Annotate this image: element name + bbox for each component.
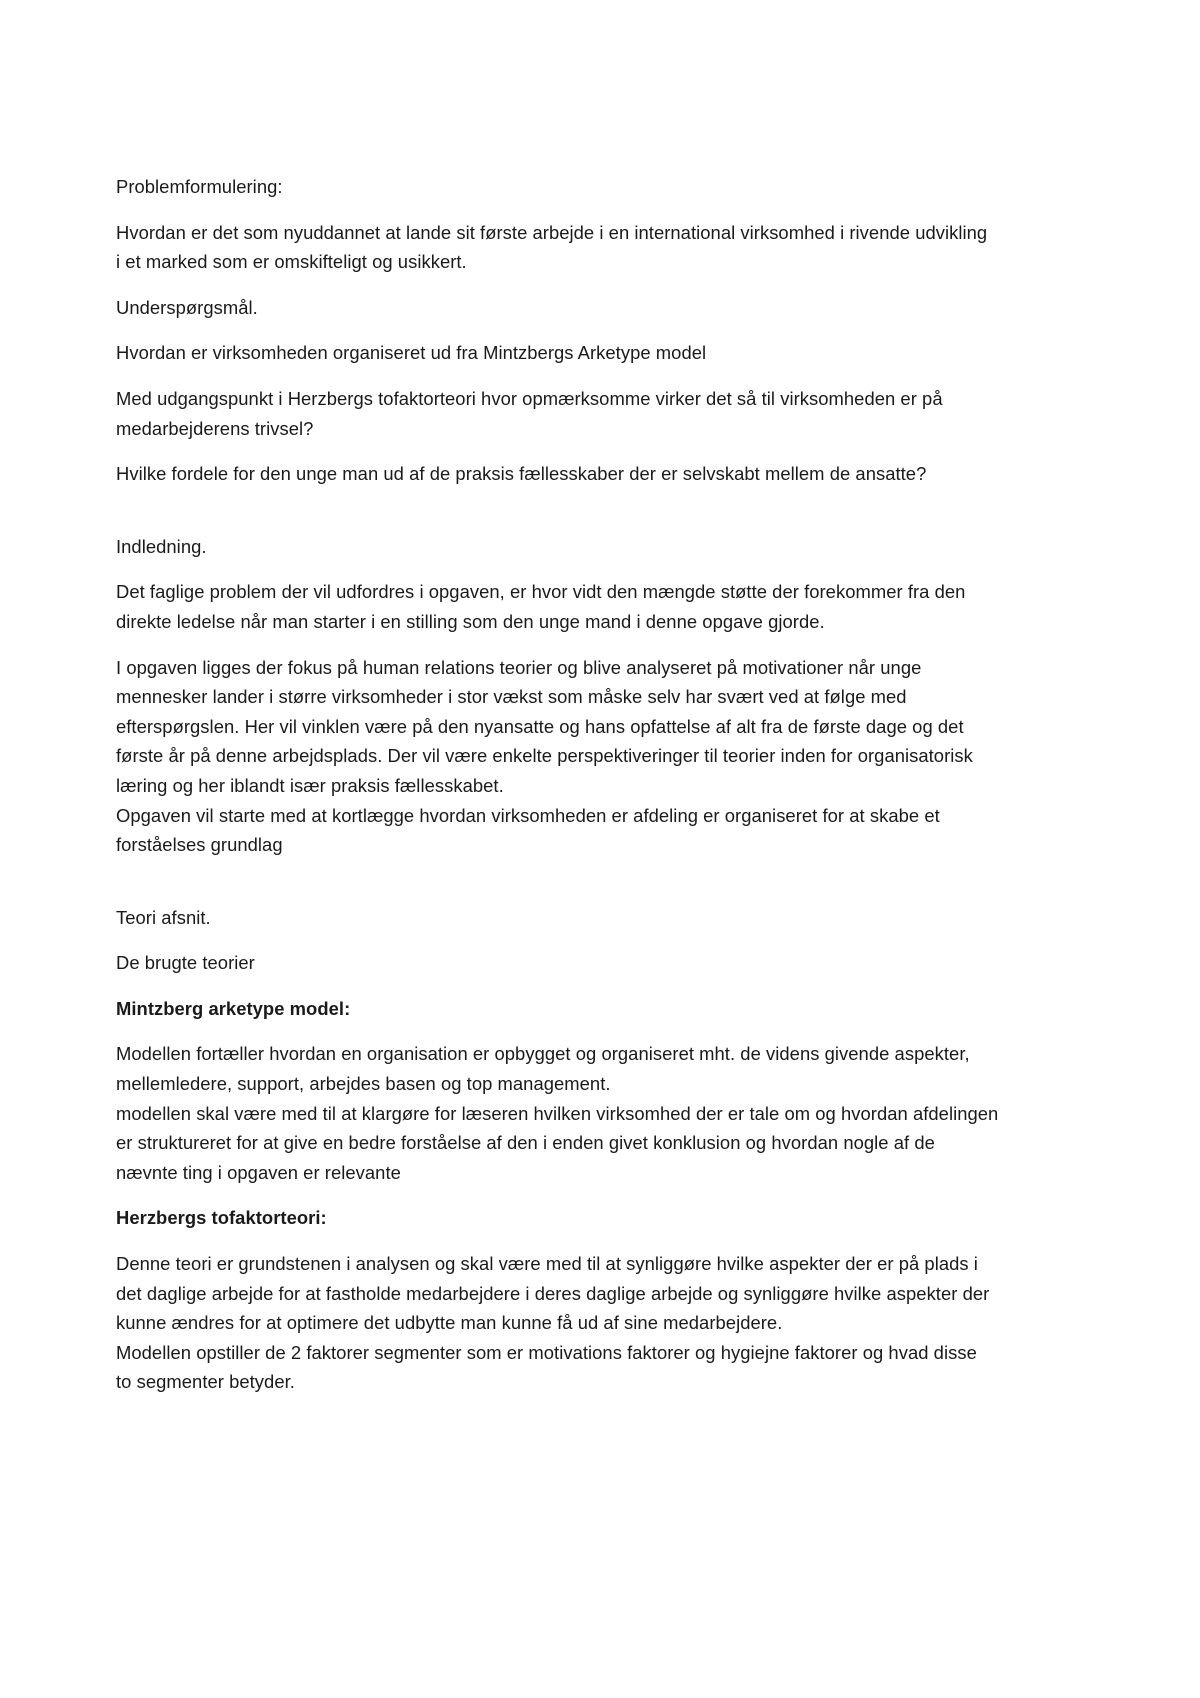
text-line: første år på denne arbejdsplads. Der vil være enkelte perspektiveringer til teorier inden for organisatorisk <box>116 745 973 767</box>
text-line: efterspørgslen. Her vil vinklen være på den nyansatte og hans opfattelse af alt fra de første dage og det <box>116 715 964 737</box>
text-line: kunne ændres for at optimere det udbytte man kunne få ud af sine medarbejdere. <box>116 1312 783 1334</box>
intro-heading: Indledning. <box>116 535 207 557</box>
subquestion-3: Hvilke fordele for den unge man ud af de praksis fællesskaber der er selvskabt mellem de ansatte? <box>116 463 927 485</box>
text-line: Med udgangspunkt i Herzbergs tofaktorteori hvor opmærksomme virker det så til virksomheden er på <box>116 387 943 409</box>
text-line: mennesker lander i større virksomheder i stor vækst som måske selv har svært ved at følge med <box>116 686 907 708</box>
subquestion-2 <box>116 384 1091 443</box>
text-line: Opgaven vil starte med at kortlægge hvordan virksomheden er afdeling er organiseret for at skabe et <box>116 804 940 826</box>
text-line: i et marked som er omskifteligt og usikkert. <box>116 251 467 273</box>
intro-paragraph-1 <box>116 577 1091 636</box>
theory-heading: Teori afsnit. <box>116 906 211 928</box>
mintzberg-title: Mintzberg arketype model: <box>116 997 351 1019</box>
document-body <box>116 172 1091 1413</box>
text-line: forståelses grundlag <box>116 834 283 856</box>
text-line: medarbejderens trivsel? <box>116 417 314 439</box>
text-line: læring og her iblandt især praksis fællesskabet. <box>116 774 504 796</box>
subquestion-1: Hvordan er virksomheden organiseret ud fra Mintzbergs Arketype model <box>116 342 707 364</box>
intro-paragraph-2 <box>116 653 1091 860</box>
text-line: Modellen opstiller de 2 faktorer segmenter som er motivations faktorer og hygiejne faktorer og hvad disse <box>116 1341 977 1363</box>
text-line: direkte ledelse når man starter i en stilling som den unge mand i denne opgave gjorde. <box>116 610 825 632</box>
text-line: Det faglige problem der vil udfordres i opgaven, er hvor vidt den mængde støtte der forekommer fra den <box>116 581 966 603</box>
text-line: det daglige arbejde for at fastholde medarbejdere i deres daglige arbejde og synliggøre hvilke aspekter der <box>116 1282 990 1304</box>
problem-heading: Problemformulering: <box>116 176 283 197</box>
herzberg-body <box>116 1249 1091 1397</box>
problem-question <box>116 218 1091 277</box>
herzberg-title: Herzbergs tofaktorteori: <box>116 1207 327 1229</box>
text-line: Modellen fortæller hvordan en organisation er opbygget og organiseret mht. de videns givende aspekter, <box>116 1043 970 1065</box>
text-line: to segmenter betyder. <box>116 1371 295 1393</box>
text-line: nævnte ting i opgaven er relevante <box>116 1161 401 1183</box>
text-line: modellen skal være med til at klargøre for læseren hvilken virksomhed der er tale om og hvordan afdelingen <box>116 1102 999 1124</box>
mintzberg-body <box>116 1039 1091 1187</box>
text-line: I opgaven ligges der fokus på human relations teorier og blive analyseret på motivationer når unge <box>116 656 922 678</box>
text-line: er struktureret for at give en bedre forståelse af den i enden givet konklusion og hvordan nogle af de <box>116 1132 935 1154</box>
theory-subheading: De brugte teorier <box>116 952 255 974</box>
subquestions-heading: Underspørgsmål. <box>116 296 258 318</box>
text-line: Denne teori er grundstenen i analysen og skal være med til at synliggøre hvilke aspekter der er på plads i <box>116 1253 978 1275</box>
text-line: Hvordan er det som nyuddannet at lande sit første arbejde i en international virksomhed i rivende udvikling <box>116 221 988 243</box>
text-line: mellemledere, support, arbejdes basen og top management. <box>116 1073 611 1095</box>
